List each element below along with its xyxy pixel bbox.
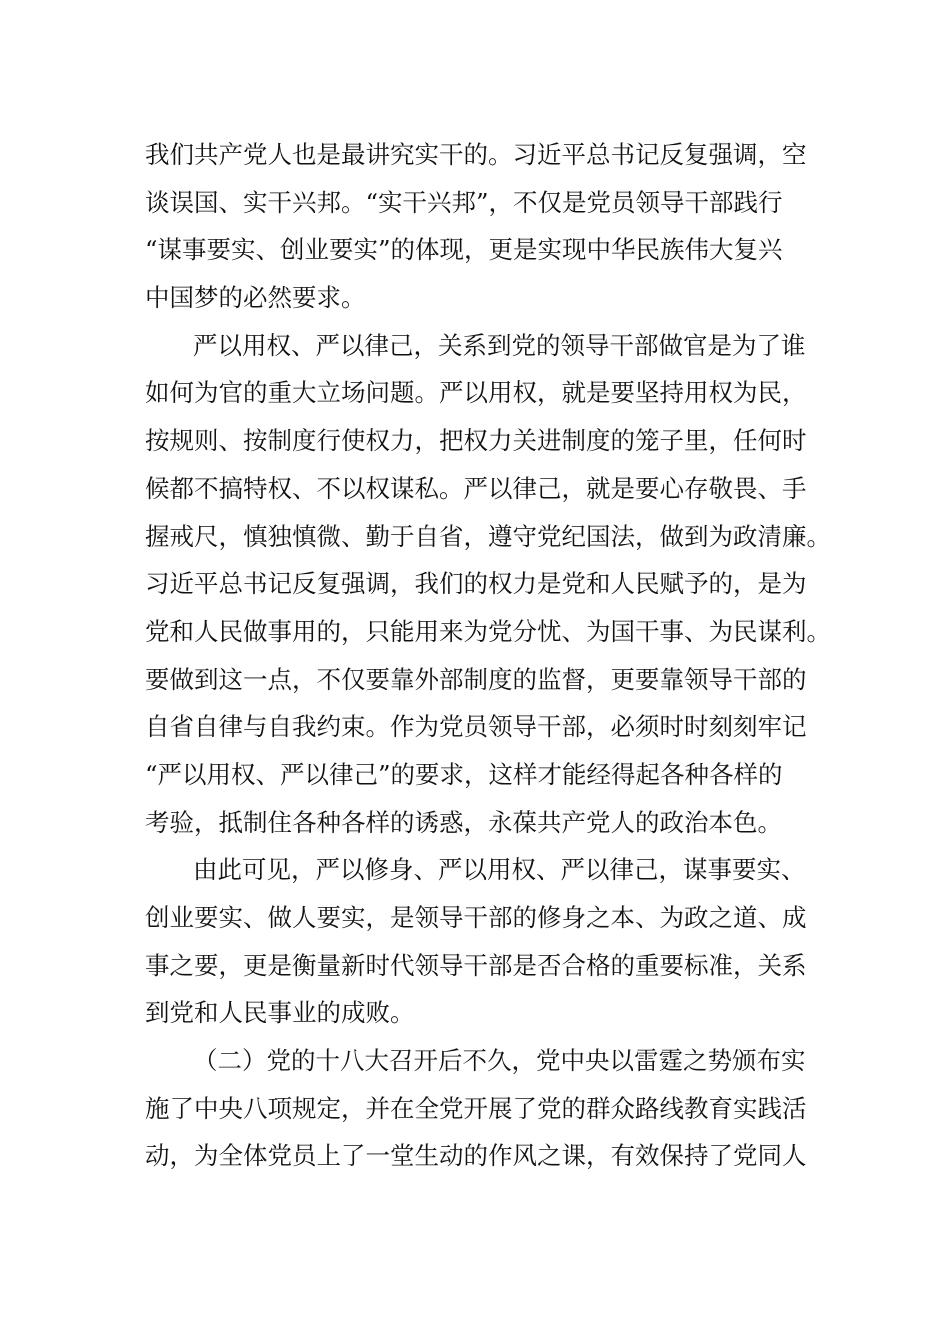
text-line: “严以用权、严以律己”的要求，这样才能经得起各种各样的 bbox=[145, 759, 783, 789]
text-line: 动，为全体党员上了一堂生动的作风之课，有效保持了党同人 bbox=[145, 1141, 807, 1171]
text-line: 事之要，更是衡量新时代领导干部是否合格的重要标准，关系 bbox=[145, 950, 807, 980]
text-line: 创业要实、做人要实，是领导干部的修身之本、为政之道、成 bbox=[145, 903, 807, 932]
text-line: 握戒尺，慎独慎微、勤于自省，遵守党纪国法，做到为政清廉。 bbox=[145, 521, 831, 551]
text-line: 自省自律与自我约束。作为党员领导干部，必须时时刻刻牢记 bbox=[145, 712, 807, 742]
paragraph-first-line: 由此可见，严以修身、严以用权、严以律己，谋事要实、 bbox=[193, 855, 806, 885]
text-line: 我们共产党人也是最讲究实干的。习近平总书记反复强调，空 bbox=[145, 140, 807, 169]
section-heading-line: （二）党的十八大召开后不久，党中央以雷霆之势颁布实 bbox=[193, 1046, 806, 1076]
text-line: 党和人民做事用的，只能用来为党分忧、为国干事、为民谋利。 bbox=[145, 616, 831, 646]
paragraph-first-line: 严以用权、严以律己，关系到党的领导干部做官是为了谁 bbox=[193, 330, 806, 360]
text-line: 习近平总书记反复强调，我们的权力是党和人民赋予的，是为 bbox=[145, 569, 807, 599]
text-line: 到党和人民事业的成败。 bbox=[145, 998, 415, 1028]
text-line: 中国梦的必然要求。 bbox=[145, 283, 366, 313]
document-body bbox=[145, 131, 831, 1180]
text-line: 考验，抵制住各种各样的诱惑，永葆共产党人的政治本色。 bbox=[145, 807, 782, 837]
text-line: 按规则、按制度行使权力，把权力关进制度的笼子里，任何时 bbox=[145, 426, 807, 456]
text-line: “谋事要实、创业要实”的体现，更是实现中华民族伟大复兴 bbox=[145, 235, 783, 265]
text-line: 候都不搞特权、不以权谋私。严以律己，就是要心存敬畏、手 bbox=[145, 473, 807, 503]
text-line: 谈误国、实干兴邦。“实干兴邦”，不仅是党员领导干部践行 bbox=[145, 187, 783, 217]
text-line: 施了中央八项规定，并在全党开展了党的群众路线教育实践活 bbox=[145, 1093, 807, 1123]
text-line: 如何为官的重大立场问题。严以用权，就是要坚持用权为民， bbox=[145, 378, 807, 408]
text-line: 要做到这一点，不仅要靠外部制度的监督，更要靠领导干部的 bbox=[145, 664, 807, 694]
